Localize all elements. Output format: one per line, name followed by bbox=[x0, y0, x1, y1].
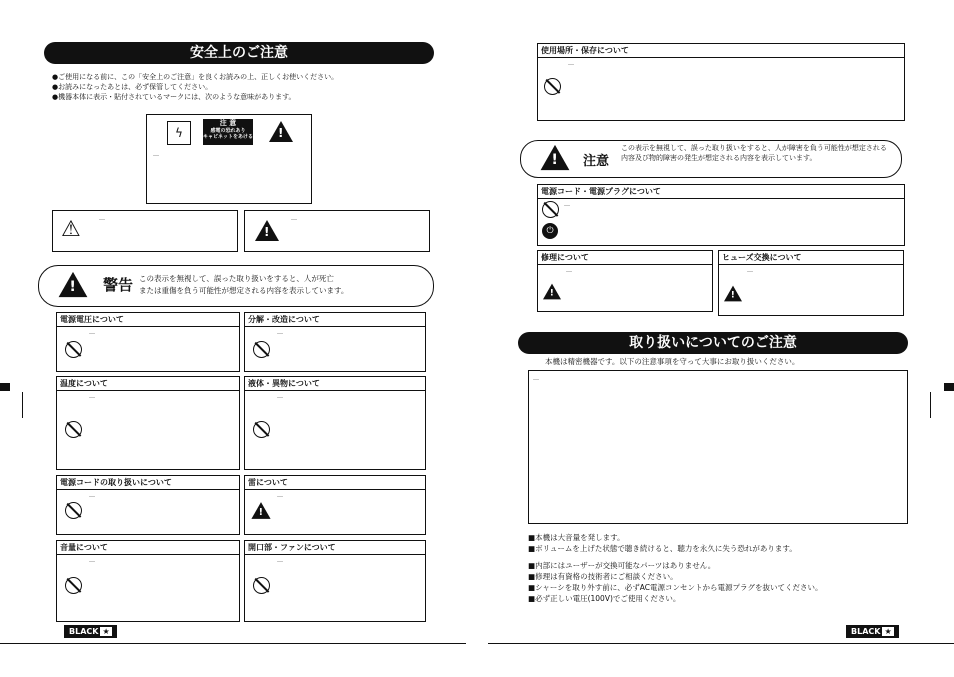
safety-intro bbox=[52, 72, 432, 102]
note-line: ■ボリュームを上げた状態で聴き続けると、聴力を永久に失う恐れがあります。 bbox=[528, 544, 797, 553]
note-line: ■本機は大音量を発します。 bbox=[528, 533, 625, 542]
box-text: … bbox=[747, 267, 753, 274]
lightning-icon: ϟ bbox=[167, 121, 191, 145]
notice-label-title: 注 意 bbox=[219, 119, 237, 127]
box-title: 開口部・ファンについて bbox=[245, 541, 425, 555]
box-text: … bbox=[277, 557, 283, 564]
box-fuse bbox=[718, 250, 904, 316]
box-text: … bbox=[564, 201, 570, 208]
note-line: ■内部にはユーザーが交換可能なパーツはありません。 bbox=[528, 561, 716, 570]
box-title: 液体・異物について bbox=[245, 377, 425, 391]
handling-list-box bbox=[528, 370, 908, 524]
intro-line: ●お読みになったあとは、必ず保管してください。 bbox=[52, 83, 213, 91]
prohibited-icon bbox=[253, 421, 270, 438]
left-side-rule bbox=[22, 392, 23, 418]
mark-lightning-text: … bbox=[99, 215, 105, 222]
lightning-triangle-icon: ⚠ bbox=[61, 217, 81, 242]
box-title: ヒューズ交換について bbox=[719, 251, 903, 265]
box-power-voltage bbox=[56, 312, 240, 372]
intro-line: ●ご使用になる前に、この「安全上のご注意」を良くお読みの上、正しくお使いください。 bbox=[52, 73, 339, 81]
prohibited-icon bbox=[544, 78, 561, 95]
box-text: … bbox=[568, 60, 574, 67]
box-title: 電源電圧について bbox=[57, 313, 239, 327]
black-star-logo bbox=[64, 625, 117, 638]
unplug-icon: ⏻ bbox=[542, 223, 558, 239]
box-liquid bbox=[244, 376, 426, 470]
mark-exclamation-box bbox=[244, 210, 430, 252]
warning-banner bbox=[38, 265, 434, 307]
box-vents-fan bbox=[244, 540, 426, 622]
box-text: … bbox=[89, 329, 95, 336]
caution-text: この表示を無視して、誤った取り扱いをすると、人が障害を負う可能性が想定される内容及び物的障害の発生が想定される内容を表示しています。 bbox=[621, 144, 887, 162]
notice-label bbox=[203, 119, 259, 145]
caution-label: 注意 bbox=[583, 154, 610, 169]
box-title: 修理について bbox=[538, 251, 712, 265]
right-side-tab bbox=[944, 383, 954, 391]
box-volume bbox=[56, 540, 240, 622]
box-title: 電源コードの取り扱いについて bbox=[57, 476, 239, 490]
prohibited-icon bbox=[253, 341, 270, 358]
prohibited-icon bbox=[65, 502, 82, 519]
handling-title: 取り扱いについてのご注意 bbox=[518, 332, 908, 354]
prohibited-icon bbox=[542, 201, 559, 218]
caution-triangle-icon bbox=[543, 284, 561, 300]
prohibited-icon bbox=[65, 341, 82, 358]
handling-notes bbox=[528, 532, 908, 604]
handling-subtitle: 本機は精密機器です。以下の注意事項を守って大事にお取り扱いください。 bbox=[545, 357, 800, 366]
box-text: … bbox=[89, 557, 95, 564]
box-text: … bbox=[277, 393, 283, 400]
box-text: … bbox=[89, 492, 95, 499]
star-icon: ★ bbox=[102, 627, 110, 636]
mark-lightning-box bbox=[52, 210, 238, 252]
notice-label-sub: 感電の恐れあり キャビネットをあけるな bbox=[203, 128, 259, 140]
note-line: ■シャーシを取り外す前に、必ずAC電源コンセントから電源プラグを抜いてください。 bbox=[528, 583, 823, 592]
notice-text: … bbox=[153, 151, 159, 158]
box-title: 音量について bbox=[57, 541, 239, 555]
warning-triangle-icon bbox=[269, 121, 293, 142]
mark-exclamation-text: … bbox=[291, 215, 297, 222]
warning-text: この表示を無視して、誤った取り扱いをすると、人が死亡 または重傷を負う可能性が想定される内容を表示しています。 bbox=[139, 274, 349, 295]
prohibited-icon bbox=[65, 577, 82, 594]
brand-name: BLACK bbox=[69, 627, 99, 636]
brand-name: BLACK bbox=[851, 627, 881, 636]
box-title: 使用場所・保存について bbox=[538, 44, 904, 58]
note-line: ■修理は有資格の技術者にご相談ください。 bbox=[528, 572, 678, 581]
warning-icon bbox=[59, 272, 88, 297]
exclamation-triangle-icon bbox=[255, 220, 279, 241]
caution-triangle-icon bbox=[724, 286, 742, 302]
box-lightning bbox=[244, 475, 426, 535]
caution-icon bbox=[541, 145, 570, 170]
box-power-cord bbox=[56, 475, 240, 535]
box-text: … bbox=[89, 393, 95, 400]
box-text: … bbox=[277, 492, 283, 499]
box-title: 温度について bbox=[57, 377, 239, 391]
box-text: … bbox=[277, 329, 283, 336]
safety-title: 安全上のご注意 bbox=[44, 42, 434, 64]
caution-triangle-icon bbox=[251, 502, 270, 519]
box-title: 分解・改造について bbox=[245, 313, 425, 327]
box-temperature bbox=[56, 376, 240, 470]
warning-label: 警告 bbox=[103, 276, 134, 294]
box-title: 電源コード・電源プラグについて bbox=[538, 185, 904, 199]
box-storage bbox=[537, 43, 905, 121]
note-line: ■必ず正しい電圧(100V)でご使用ください。 bbox=[528, 594, 681, 603]
intro-line: ●機器本体に表示・貼付されているマークには、次のような意味があります。 bbox=[52, 93, 296, 101]
box-disassembly bbox=[244, 312, 426, 372]
box-text: … bbox=[566, 267, 572, 274]
prohibited-icon bbox=[253, 577, 270, 594]
right-bottom-rule bbox=[488, 643, 954, 644]
box-title: 雷について bbox=[245, 476, 425, 490]
left-side-tab bbox=[0, 383, 10, 391]
prohibited-icon bbox=[65, 421, 82, 438]
star-icon: ★ bbox=[884, 627, 892, 636]
left-bottom-rule bbox=[0, 643, 466, 644]
right-side-rule bbox=[930, 392, 931, 418]
notice-label-box bbox=[146, 114, 312, 204]
handling-list: … bbox=[533, 375, 539, 382]
black-star-logo bbox=[846, 625, 899, 638]
box-repair bbox=[537, 250, 713, 312]
caution-banner bbox=[520, 140, 902, 178]
box-power-plug bbox=[537, 184, 905, 246]
